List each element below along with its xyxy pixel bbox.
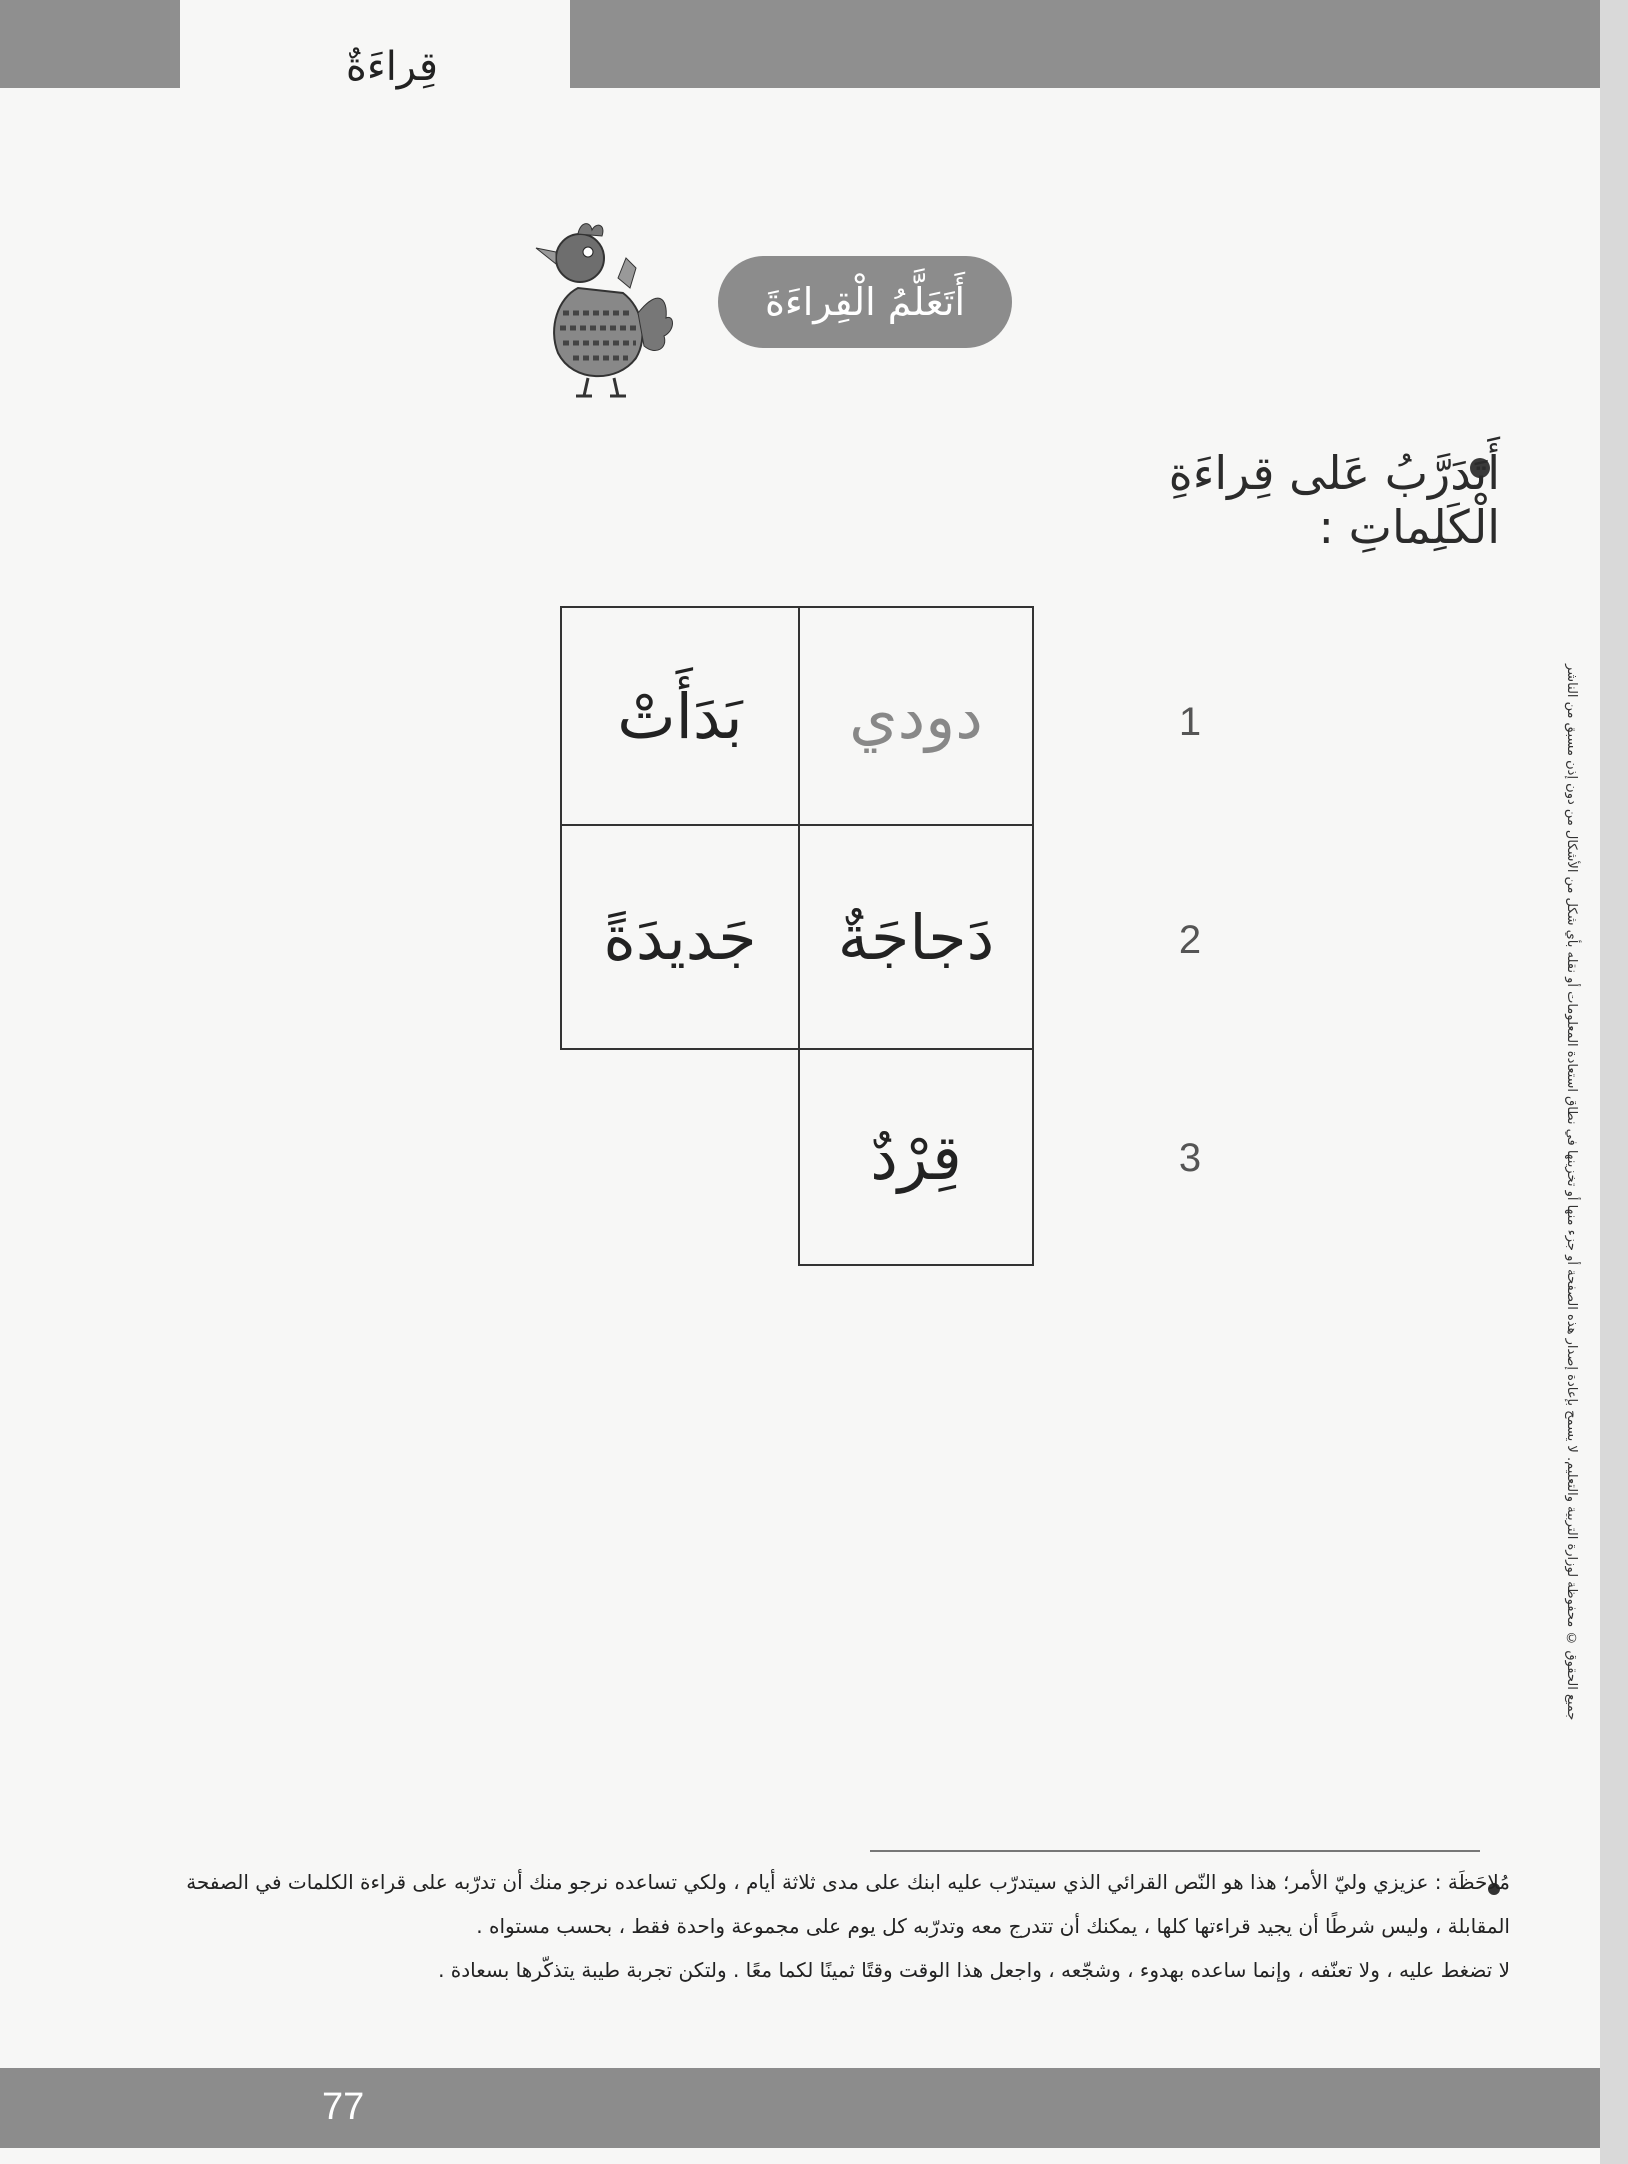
word-cell: دودي <box>798 606 1034 826</box>
footer-band <box>0 2068 1600 2148</box>
row-number: 2 <box>1178 918 1202 962</box>
parent-note <box>130 1860 1510 1992</box>
word-cell: دَجاجَةٌ <box>798 824 1034 1050</box>
exercise-instruction: أَتَدَرَّبُ عَلى قِراءَةِ الْكَلِماتِ : <box>1168 446 1500 554</box>
word-cell: قِرْدٌ <box>798 1048 1034 1266</box>
note-line: مُلاحَظَة : عزيزي وليّ الأمر؛ هذا هو النّص القرائي الذي سيتدرّب عليه ابنك على مدى ثلاثة أيام ، ولكي تساعده نرجو منك أن تدرّبه على قراءة الكلمات في الصفحة <box>186 1870 1510 1894</box>
page-number: 77 <box>322 2086 365 2128</box>
page-title: قِراءَةٌ <box>345 44 438 90</box>
rooster-illustration <box>518 218 678 402</box>
note-line: المقابلة ، وليس شرطًا أن يجيد قراءتها كلها ، يمكنك أن تتدرج معه وتدرّبه كل يوم على مجموعة واحدة فقط ، بحسب مستواه . <box>476 1914 1510 1938</box>
note-divider <box>870 1850 1480 1852</box>
section-pill: أَتَعَلَّمُ الْقِراءَةَ <box>718 256 1012 348</box>
row-number: 1 <box>1178 700 1202 744</box>
note-line: لا تضغط عليه ، ولا تعنّفه ، وإنما ساعده بهدوء ، وشجّعه ، واجعل هذا الوقت وقتًا ثمينًا لكما معًا . ولتكن تجربة طيبة يتذكّرها بسعادة . <box>438 1958 1510 1982</box>
header-band-right <box>570 0 1600 88</box>
word-cell: جَديدَةً <box>560 824 800 1050</box>
row-number: 3 <box>1178 1136 1202 1180</box>
header-band-left <box>0 0 180 88</box>
copyright-notice: جميع الحقوق © محفوظة لوزارة التربية والتعليم. لا يسمح بإعادة إصدار هذه الصفحة أو جزء منها أو تخزينها في نطاق استعادة المعلومات أو نقله بأي شكل من الأشكال من دون إذن مسبق من الناشر <box>1564 663 1579 1720</box>
word-cell: بَدَأَتْ <box>560 606 800 826</box>
